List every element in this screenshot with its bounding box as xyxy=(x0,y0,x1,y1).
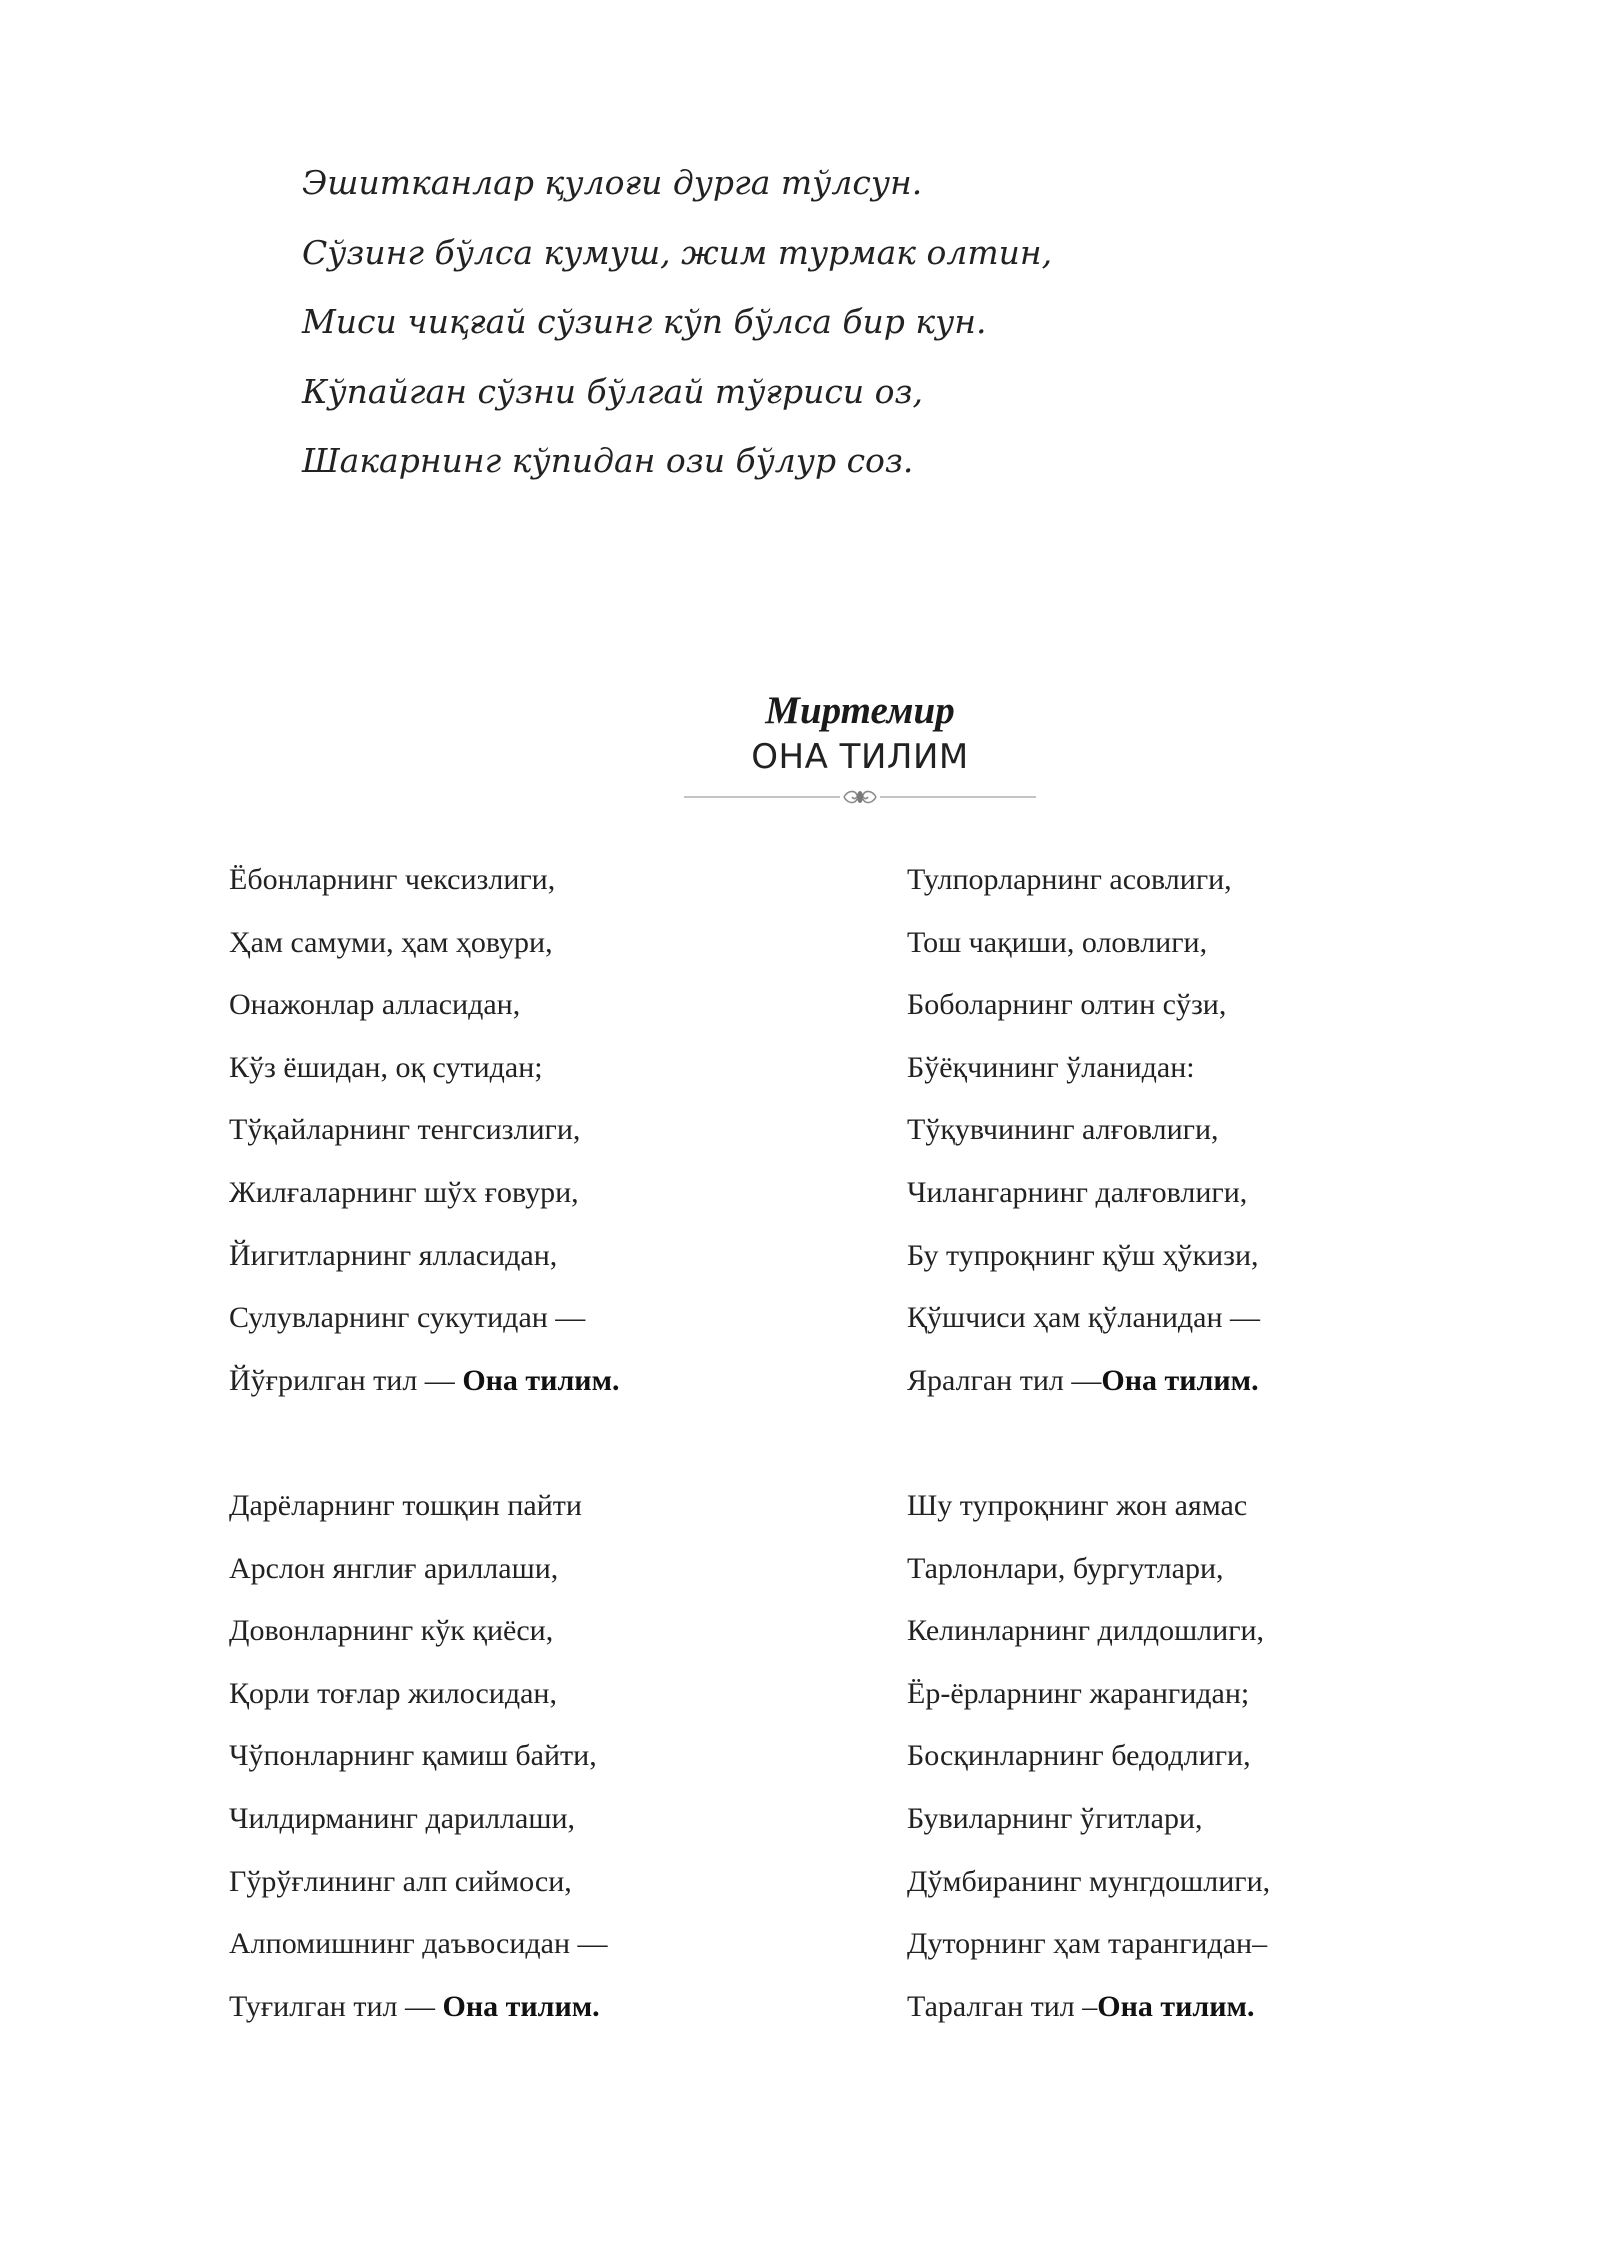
poem-line: Ёр-ёрларнинг жарангидан; xyxy=(907,1676,1250,1710)
intro-line: Кўпайган сўзни бўлгай тўғриси оз, xyxy=(302,371,924,411)
poem-line: Дўмбиранинг мунгдошлиги, xyxy=(907,1864,1271,1898)
refrain-bold: Она тилим. xyxy=(462,1363,620,1397)
refrain-prefix: Туғилган тил — xyxy=(229,1989,443,2023)
poem-line: Онажонлар алласидан, xyxy=(229,988,521,1022)
intro-line: Шакарнинг кўпидан ози бўлур соз. xyxy=(302,441,914,480)
refrain-prefix: Яралган тил — xyxy=(907,1363,1102,1397)
stanza-1 xyxy=(229,849,620,1412)
intro-line: Эшитканлар қулоғи дурга тўлсун. xyxy=(302,163,923,202)
refrain-bold: Она тилим. xyxy=(442,1989,600,2023)
intro-line: Сўзинг бўлса кумуш, жим турмак олтин, xyxy=(302,232,1053,272)
poem-line: Бувиларнинг ўгитлари, xyxy=(907,1801,1203,1835)
poem-line: Келинларнинг дилдошлиги, xyxy=(907,1614,1265,1648)
poem-line: Гўрўғлининг алп сиймоси, xyxy=(229,1864,572,1898)
poem-line: Босқинларнинг бедодлиги, xyxy=(907,1739,1251,1773)
stanza-3 xyxy=(229,1475,608,2038)
poem-line: Арслон янглиғ ариллаши, xyxy=(229,1551,559,1585)
poem-line: Тулпорларнинг асовлиги, xyxy=(907,863,1232,896)
poem-refrain-line xyxy=(229,1976,608,2039)
ornamental-divider-icon xyxy=(680,786,1040,808)
poem-line: Йигитларнинг ялласидан, xyxy=(229,1238,558,1272)
intro-line: Миси чиқғай сўзинг кўп бўлса бир кун. xyxy=(302,302,987,341)
poem-line: Дарёларнинг тошқин пайти xyxy=(229,1489,582,1522)
poem-line: Бу тупроқнинг қўш ҳўкизи, xyxy=(907,1238,1259,1272)
intro-verse xyxy=(302,148,1052,496)
poem-line: Чилдирманинг дариллаши, xyxy=(229,1801,575,1835)
poem-title: ОНА ТИЛИМ xyxy=(751,737,969,777)
poem-line: Тарлонлари, бургутлари, xyxy=(907,1551,1224,1585)
poem-line: Тўқувчининг алғовлиги, xyxy=(907,1113,1219,1147)
refrain-prefix: Йўғрилган тил — xyxy=(229,1363,463,1397)
poem-line: Тўқайларнинг тенгсизлиги, xyxy=(229,1113,581,1147)
poem-refrain-line xyxy=(907,1350,1260,1413)
poem-line: Кўз ёшидан, оқ сутидан; xyxy=(229,1050,543,1084)
poem-line: Ёбонларнинг чексизлиги, xyxy=(229,863,556,896)
stanza-2 xyxy=(907,849,1260,1412)
poem-refrain-line xyxy=(229,1350,620,1413)
poem-line: Шу тупроқнинг жон аямас xyxy=(907,1489,1248,1522)
poem-line: Жилғаларнинг шўх ғовури, xyxy=(229,1175,579,1209)
poem-line: Тош чақиши, оловлиги, xyxy=(907,925,1208,959)
poem-author: Миртемир xyxy=(765,689,955,732)
poem-line: Ҳам самуми, ҳам ҳовури, xyxy=(229,925,553,959)
refrain-bold: Она тилим. xyxy=(1101,1363,1259,1397)
poem-line: Дуторнинг ҳам тарангидан– xyxy=(907,1927,1268,1961)
poem-line: Алпомишнинг даъвосидан — xyxy=(229,1927,608,1961)
poem-refrain-line xyxy=(907,1976,1270,2039)
poem-line: Сулувларнинг сукутидан — xyxy=(229,1301,586,1335)
stanza-4 xyxy=(907,1475,1270,2038)
poem-line: Чўпонларнинг қамиш байти, xyxy=(229,1739,597,1773)
poem-line: Бўёқчининг ўланидан: xyxy=(907,1050,1195,1084)
poem-line: Чилангарнинг далғовлиги, xyxy=(907,1175,1248,1209)
refrain-bold: Она тилим. xyxy=(1097,1989,1255,2023)
poem-line: Қўшчиси ҳам қўланидан — xyxy=(907,1301,1261,1335)
poem-line: Қорли тоғлар жилосидан, xyxy=(229,1676,557,1710)
refrain-prefix: Таралган тил – xyxy=(907,1989,1098,2023)
poem-line: Боболарнинг олтин сўзи, xyxy=(907,988,1227,1022)
poem-line: Довонларнинг кўк қиёси, xyxy=(229,1614,554,1648)
poem-header xyxy=(640,688,1080,808)
